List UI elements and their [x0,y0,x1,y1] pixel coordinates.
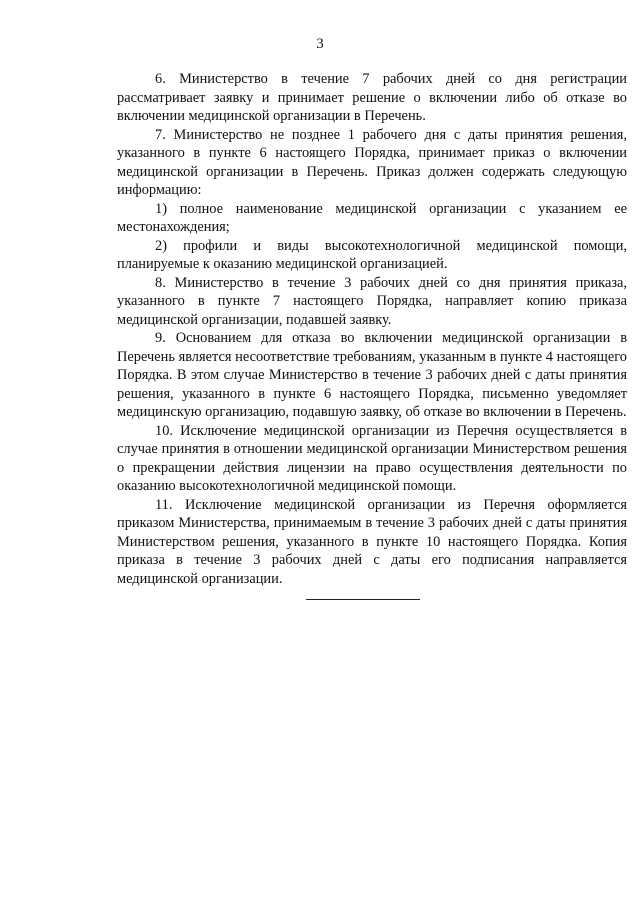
paragraph-subitem-1: 1) полное наименование медицинской организации с указанием ее местонахождения; [117,200,627,235]
paragraph-item-10: 10. Исключение медицинской организации из Перечня осуществляется в случае принятия в отношении медицинской организации Министерством решения о прекращении действия лицензии на право осуществления деятельности по оказанию высокотехнологичной медицинской помощи. [117,422,627,494]
end-separator-line [306,599,420,600]
paragraph-item-8: 8. Министерство в течение 3 рабочих дней со дня принятия приказа, указанного в пункте 7 настоящего Порядка, направляет копию приказа медицинской организации, подавшей заявку. [117,274,627,328]
paragraph-subitem-2: 2) профили и виды высокотехнологичной медицинской помощи, планируемые к оказанию медицинской организацией. [117,237,627,272]
paragraph-item-6: 6. Министерство в течение 7 рабочих дней со дня регистрации рассматривает заявку и принимает решение о включении либо об отказе во включении медицинской организации в Перечень. [117,71,627,124]
page-number: 3 [316,36,324,52]
paragraph-item-7: 7. Министерство не позднее 1 рабочего дня с даты принятия решения, указанного в пункте 6 настоящего Порядка, принимает приказ о включении медицинской организации в Перечень. Приказ должен содержать следующую информацию: [117,126,627,198]
paragraph-item-11: 11. Исключение медицинской организации из Перечня оформляется приказом Министерства, принимаемым в течение 3 рабочих дней с даты принятия Министерством решения, указанного в пункте 10 настоящего Порядка. Копия приказа в течение 3 рабочих дней с даты его подписания направляется медицинской организации. [117,496,627,587]
paragraph-item-9: 9. Основанием для отказа во включении медицинской организации в Перечень является несоответствие требованиям, указанным в пункте 4 настоящего Порядка. В этом случае Министерство в течение 3 рабочих дней с даты принятия решения, указанного в пункте 6 настоящего Порядка, письменно уведомляет медицинскую организацию, подавшую заявку, об отказе во включении в Перечень. [117,330,627,420]
document-body [117,70,627,588]
